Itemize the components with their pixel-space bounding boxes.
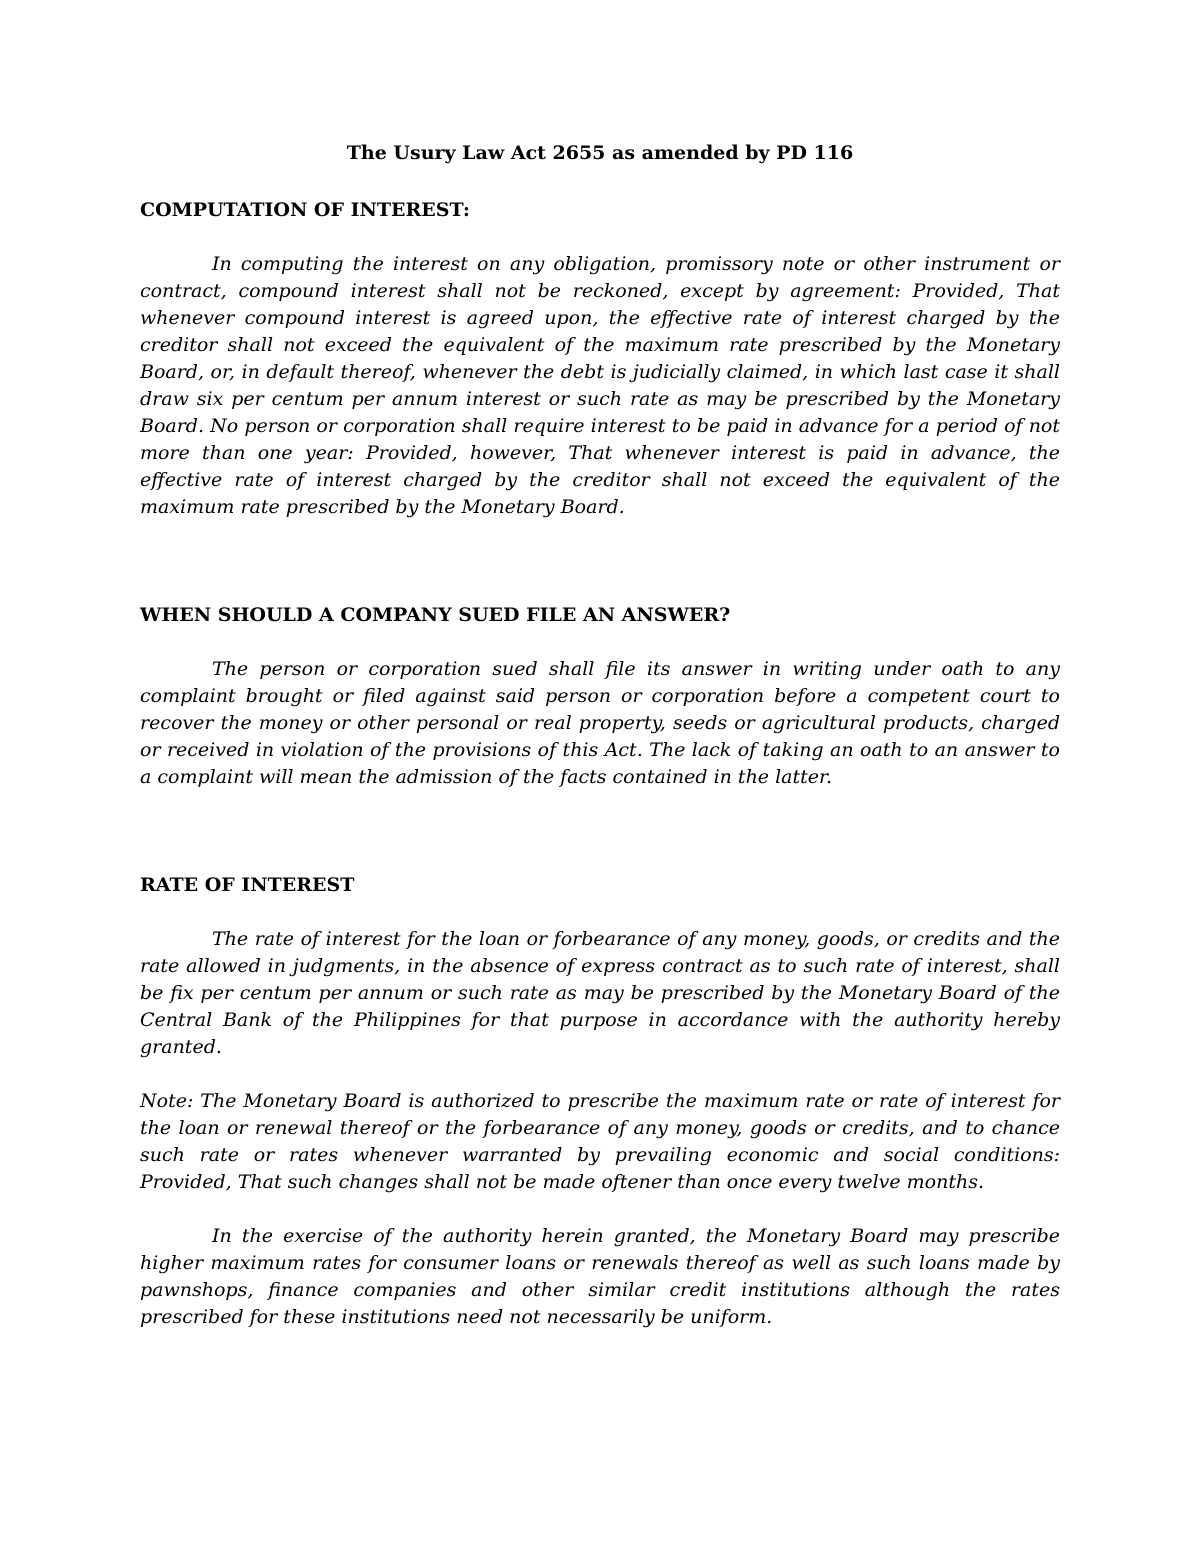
spacer — [140, 791, 1060, 872]
section-heading-computation-of-interest: COMPUTATION OF INTEREST: — [140, 199, 470, 221]
paragraph-rate-of-interest: The rate of interest for the loan or forbearance of any money, goods, or credits and the rate allowed in judgments, in the absence of express contract as to such rate of interest, shall be fix per centum per annum or such rate as may be prescribed by the Monetary Board of the Central Bank of the Philippines for that purpose in accordance with the authority hereby granted. — [140, 928, 1060, 1058]
paragraph-computation-of-interest: In computing the interest on any obligation, promissory note or other instrument or contract, compound interest shall not be reckoned, except by agreement: Provided, That whenever compound interest is agreed upon, the effective rate of interest charged by the creditor shall not exceed the equivalent of the maximum rate prescribed by the Monetary Board, or, in default thereof, whenever the debt is judicially claimed, in which last case it shall draw six per centum per annum interest or such rate as may be prescribed by the Monetary Board. No person or corporation shall require interest to be paid in advance for a period of not more than one year: Provided, however, That whenever interest is paid in advance, the effective rate of interest charged by the creditor shall not exceed the equivalent of the maximum rate prescribed by the Monetary Board. — [140, 253, 1060, 518]
section-heading-rate-of-interest: RATE OF INTEREST — [140, 874, 355, 896]
paragraph-note-monetary-board: Note: The Monetary Board is authorized to prescribe the maximum rate or rate of interest for the loan or renewal thereof or the forbearance of any money, goods or credits, and to chance such rate or rates whenever warranted by prevailing economic and social conditions: Provided, That such changes shall not be made oftener than once every twelve months. — [140, 1090, 1060, 1193]
spacer — [140, 629, 1060, 656]
document-body — [140, 140, 1060, 1331]
spacer — [140, 521, 1060, 602]
section-heading-when-to-file-answer: WHEN SHOULD A COMPANY SUED FILE AN ANSWER? — [140, 604, 731, 626]
spacer — [140, 1196, 1060, 1223]
spacer — [140, 1061, 1060, 1088]
paragraph-file-answer: The person or corporation sued shall file its answer in writing under oath to any complaint brought or filed against said person or corporation before a competent court to recover the money or other personal or real property, seeds or agricultural products, charged or received in violation of the provisions of this Act. The lack of taking an oath to an answer to a complaint will mean the admission of the facts contained in the latter. — [140, 658, 1060, 788]
spacer — [140, 899, 1060, 926]
paragraph-exercise-of-authority: In the exercise of the authority herein granted, the Monetary Board may prescribe higher maximum rates for consumer loans or renewals thereof as well as such loans made by pawnshops, finance companies and other similar credit institutions although the rates prescribed for these institutions need not necessarily be uniform. — [140, 1225, 1060, 1328]
document-title: The Usury Law Act 2655 as amended by PD 116 — [346, 142, 854, 164]
spacer — [140, 224, 1060, 251]
